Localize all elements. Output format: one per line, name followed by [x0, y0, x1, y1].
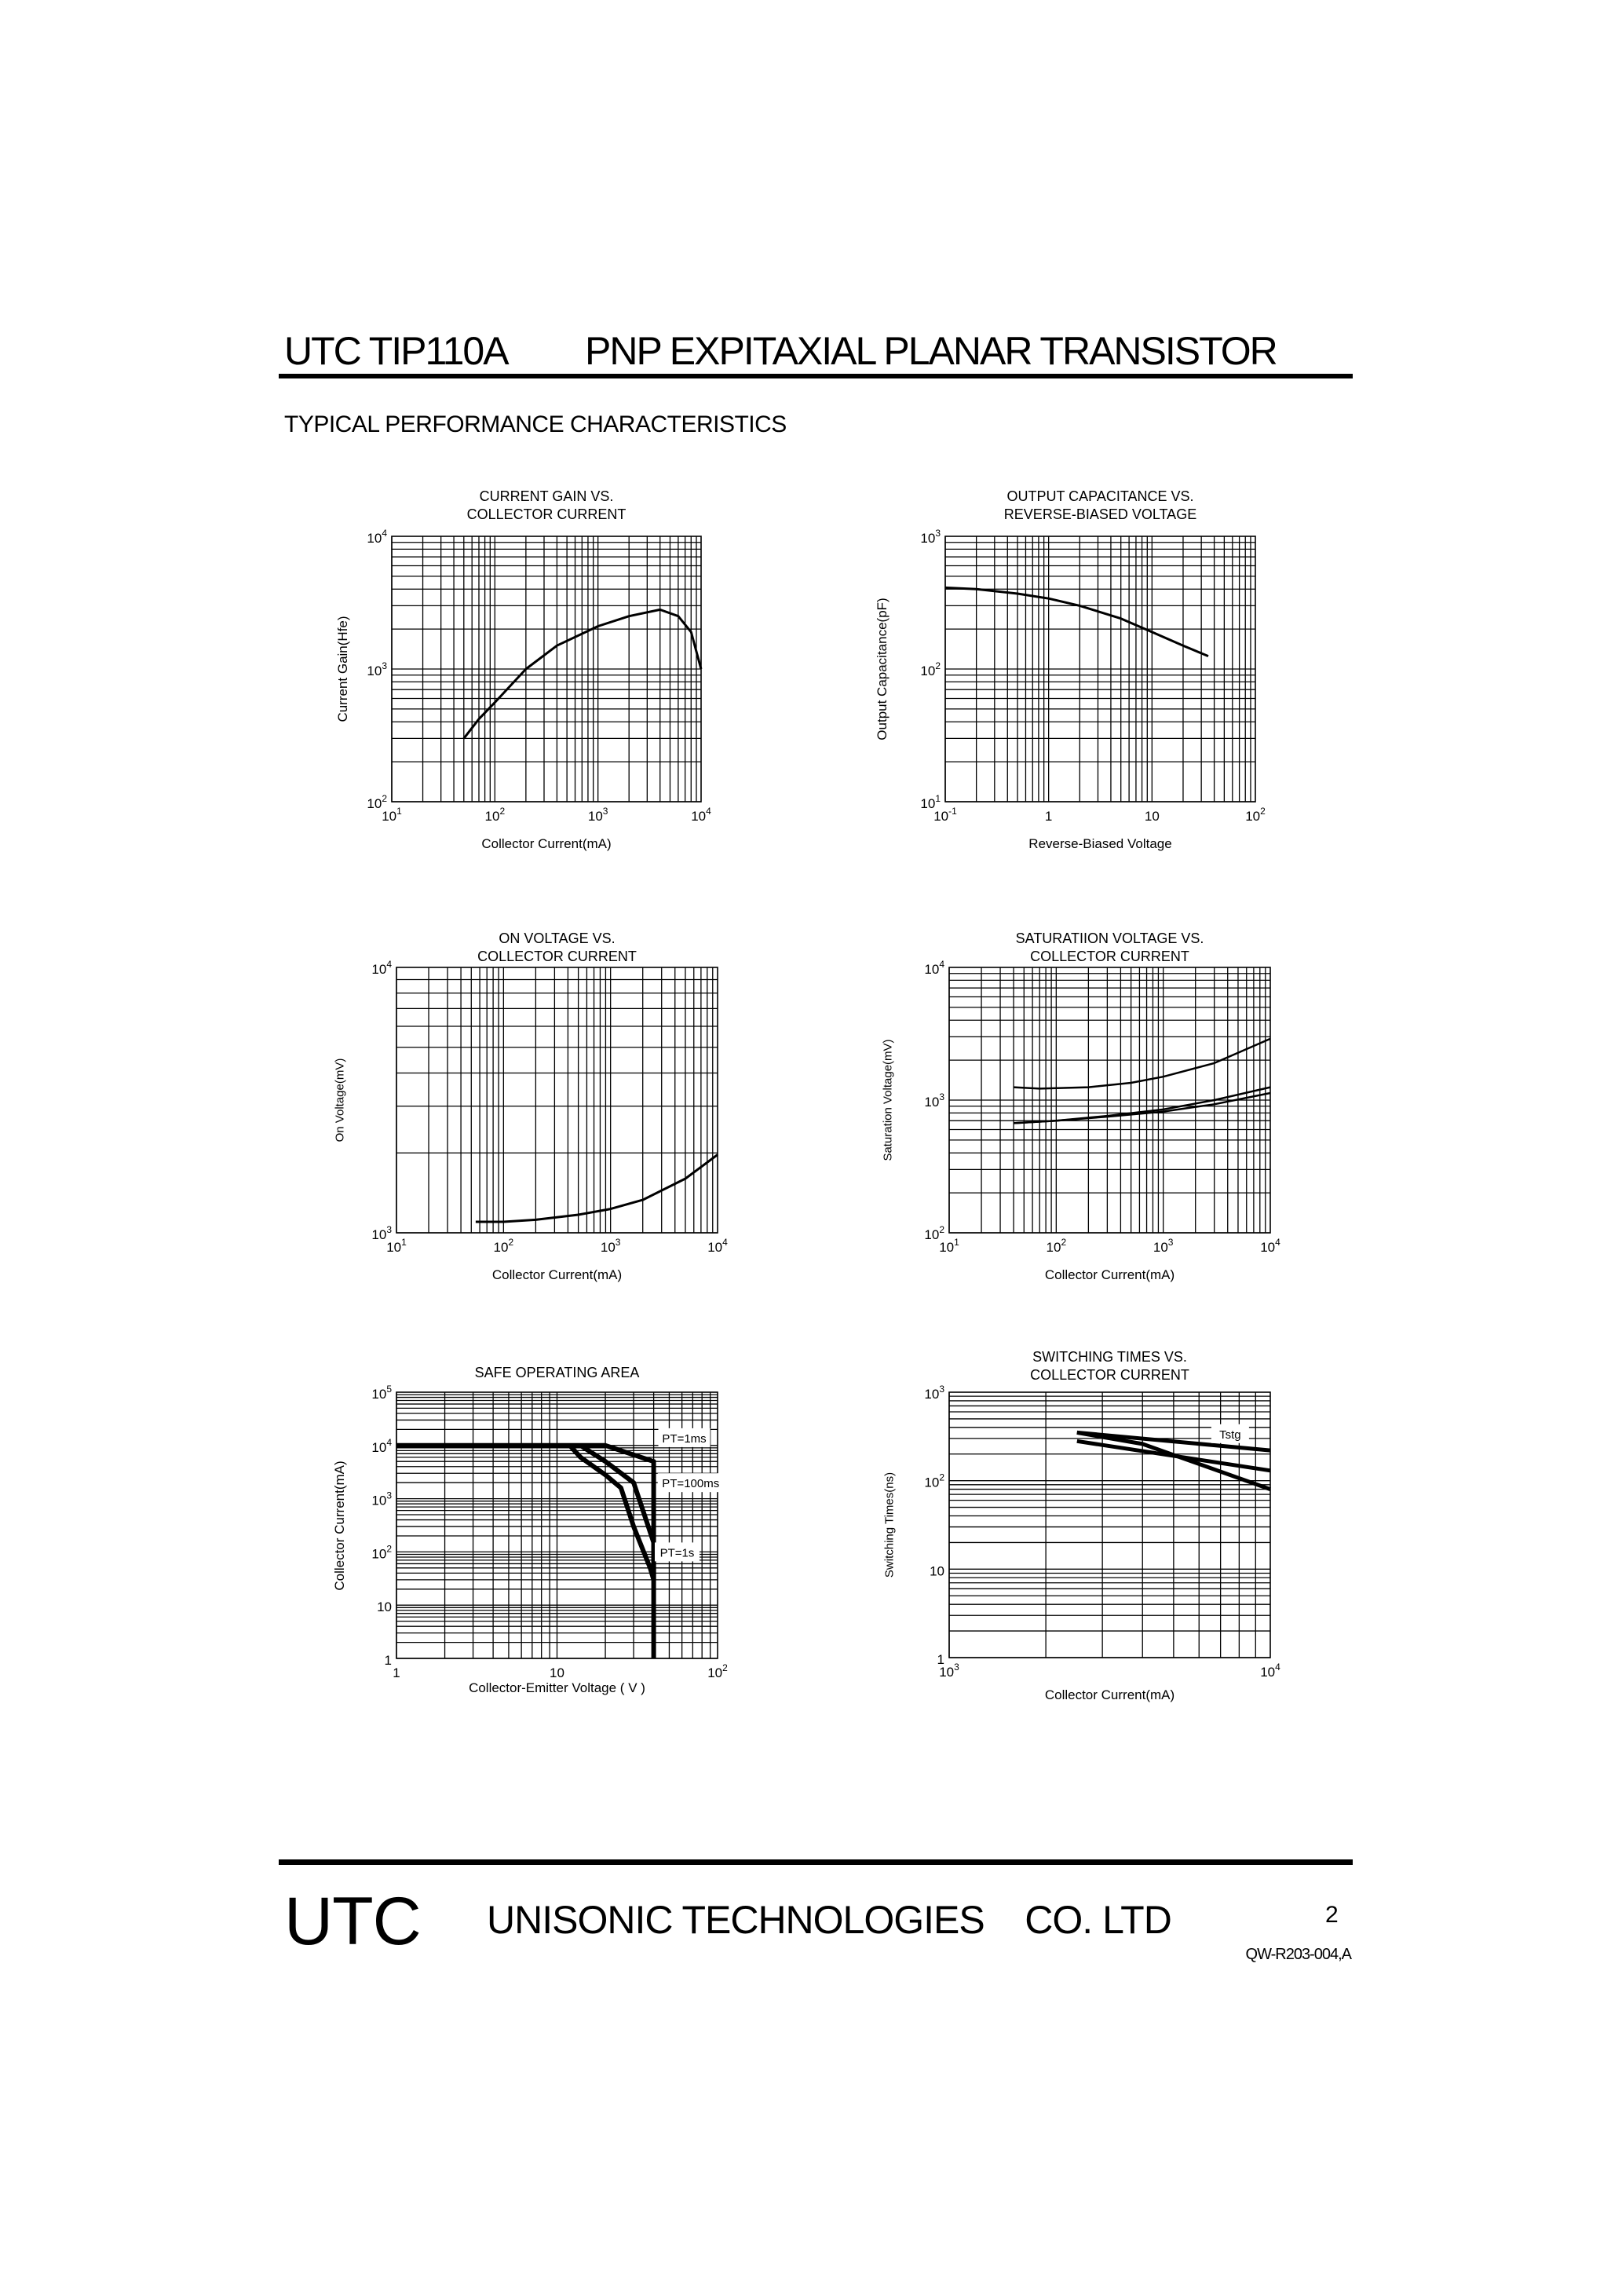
tick-exponent: 2: [722, 1662, 728, 1673]
tick-label: [601, 1237, 621, 1255]
tick-base: 10: [377, 1600, 392, 1615]
x-axis-label: Collector Current(mA): [1044, 1267, 1175, 1282]
tick-base: 10: [371, 1546, 387, 1562]
chart-title: [867, 488, 1334, 524]
chart-title-line: COLLECTOR CURRENT: [1030, 1367, 1189, 1383]
tick-base: 10: [930, 1563, 944, 1579]
tick-exponent: 5: [386, 1384, 392, 1395]
tick-base: 10: [493, 1240, 509, 1255]
tick-base: 10: [371, 962, 387, 977]
tick-base: 10: [1046, 1240, 1061, 1255]
safe-operating-area-chart: [332, 1365, 728, 1695]
tick-exponent: 3: [954, 1662, 959, 1673]
tick-label: [1260, 1662, 1280, 1680]
tick-base: 10: [550, 1665, 564, 1680]
tick-base: 10: [924, 1095, 940, 1110]
tick-label: [485, 806, 506, 824]
tick-label: [1145, 809, 1160, 824]
tick-base: 10: [1144, 809, 1160, 824]
output-capacitance-chart: [875, 488, 1266, 851]
tick-label: [371, 1384, 392, 1402]
tick-base: 1: [393, 1665, 400, 1680]
footer-logo: UTC: [284, 1884, 421, 1959]
tick-base: 10: [920, 531, 936, 546]
series-line-curve-2: [1014, 1088, 1270, 1124]
tick-exponent: 4: [382, 528, 387, 539]
tick-base: 10: [1245, 809, 1261, 824]
footer-rule: [279, 1859, 1353, 1865]
y-axis-label: Saturation Voltage(mV): [881, 1039, 895, 1161]
tick-exponent: 4: [1275, 1237, 1280, 1248]
plot-frame: [396, 967, 718, 1233]
tick-label: [371, 1543, 392, 1561]
tick-base: 10: [939, 1240, 955, 1255]
switching-times-chart: [882, 1349, 1280, 1702]
tick-exponent: 2: [939, 1224, 944, 1235]
tick-base: 10: [691, 809, 707, 824]
tick-exponent: 4: [1275, 1662, 1280, 1673]
grid: [945, 536, 1255, 802]
chart-title: [313, 488, 780, 524]
x-axis-label: Collector Current(mA): [1044, 1687, 1175, 1702]
tick-label: [385, 1653, 392, 1668]
tick-exponent: 2: [508, 1237, 514, 1248]
chart-title-line: CURRENT GAIN VS.: [479, 488, 614, 504]
tick-base: 10: [371, 1493, 387, 1508]
plot-area: [371, 1384, 728, 1680]
grid: [392, 536, 701, 802]
section-heading: TYPICAL PERFORMANCE CHARACTERISTICS: [284, 411, 787, 437]
tick-exponent: -1: [948, 806, 957, 817]
y-axis-label: Output Capacitance(pF): [875, 598, 890, 740]
tick-label: [367, 528, 387, 546]
tick-base: 10: [1260, 1240, 1276, 1255]
y-axis-label: Collector Current(mA): [332, 1460, 347, 1591]
tick-base: 10: [920, 796, 936, 811]
plot-area: [924, 1384, 1280, 1680]
x-axis-label: Collector-Emitter Voltage ( V ): [469, 1680, 645, 1695]
tick-base: 10: [924, 1387, 940, 1402]
tick-exponent: 2: [499, 806, 506, 817]
tick-label: [920, 660, 941, 678]
annotation-label: Tstg: [1219, 1428, 1241, 1442]
tick-exponent: 4: [386, 1436, 392, 1448]
tick-exponent: 3: [386, 1224, 392, 1235]
tick-base: 10: [707, 1240, 723, 1255]
tick-label: [939, 1237, 959, 1255]
tick-exponent: 3: [939, 1091, 944, 1102]
tick-label: [494, 1237, 514, 1255]
tick-exponent: 1: [954, 1237, 959, 1248]
tick-label: [924, 1472, 944, 1490]
tick-base: 10: [367, 664, 382, 678]
tick-base: 10: [382, 809, 397, 824]
tick-label: [550, 1665, 564, 1680]
plot-area: [924, 959, 1280, 1255]
chart-title-line: SATURATIION VOLTAGE VS.: [1015, 930, 1204, 946]
chart-title-line: COLLECTOR CURRENT: [1030, 949, 1189, 964]
y-axis-label: On Voltage(mV): [333, 1058, 347, 1143]
chart-title-line: COLLECTOR CURRENT: [466, 506, 627, 522]
tick-base: 10: [367, 796, 382, 811]
tick-label: [1153, 1237, 1174, 1255]
y-axis-label: Switching Times(ns): [882, 1472, 897, 1578]
tick-label: [367, 660, 387, 678]
y-axis-label: Current Gain(Hfe): [335, 616, 350, 722]
tick-exponent: 2: [382, 793, 387, 804]
tick-label: [933, 806, 957, 824]
tick-exponent: 3: [382, 660, 387, 671]
current-gain-chart: [335, 488, 711, 851]
tick-base: 10: [371, 1387, 387, 1402]
tick-exponent: 3: [386, 1490, 392, 1501]
annotation-label: PT=1s: [659, 1546, 695, 1560]
document-title: PNP EXPITAXIAL PLANAR TRANSISTOR: [585, 329, 1277, 373]
annotation-label: PT=1ms: [662, 1431, 707, 1446]
tick-base: 10: [371, 1227, 387, 1242]
tick-exponent: 3: [1167, 1237, 1174, 1248]
part-number: UTC TIP110A: [284, 329, 508, 373]
tick-label: [1047, 1237, 1067, 1255]
tick-base: 10: [600, 1240, 616, 1255]
tick-base: 10: [933, 809, 949, 824]
tick-exponent: 1: [401, 1237, 407, 1248]
tick-label: [371, 959, 392, 977]
tick-exponent: 4: [706, 806, 711, 817]
tick-label: [1245, 806, 1266, 824]
company-name: UNISONIC TECHNOLOGIES CO. LTD: [487, 1898, 1171, 1942]
tick-base: 1: [384, 1653, 392, 1668]
tick-base: 10: [924, 962, 940, 977]
tick-label: [920, 528, 941, 546]
tick-exponent: 2: [386, 1543, 392, 1555]
tick-base: 1: [937, 1652, 944, 1667]
tick-label: [707, 1237, 728, 1255]
page-number: 2: [1325, 1902, 1339, 1928]
tick-label: [371, 1490, 392, 1508]
tick-label: [382, 806, 402, 824]
chart-title-line: SAFE OPERATING AREA: [474, 1365, 640, 1380]
tick-base: 10: [707, 1665, 723, 1680]
series-line-vbe-on-: [476, 1155, 718, 1223]
chart-title-line: SWITCHING TIMES VS.: [1032, 1349, 1187, 1365]
tick-exponent: 2: [935, 660, 941, 671]
grid: [949, 967, 1270, 1233]
plot-area: [371, 959, 728, 1255]
series-line-cob: [945, 587, 1208, 656]
annotation-label: PT=100ms: [662, 1477, 720, 1491]
chart-title-line: REVERSE-BIASED VOLTAGE: [1003, 506, 1197, 522]
header-rule: [279, 374, 1353, 378]
x-axis-label: Reverse-Biased Voltage: [1028, 836, 1172, 851]
tick-exponent: 4: [386, 959, 392, 970]
plot-area: [920, 528, 1266, 824]
chart-title-line: COLLECTOR CURRENT: [477, 949, 637, 964]
tick-label: [924, 959, 944, 977]
tick-label: [924, 1091, 944, 1110]
tick-base: 10: [924, 1475, 940, 1490]
chart-title-line: ON VOLTAGE VS.: [499, 930, 616, 946]
tick-exponent: 4: [939, 959, 944, 970]
tick-base: 10: [484, 809, 500, 824]
tick-label: [1260, 1237, 1280, 1255]
tick-base: 10: [1260, 1665, 1276, 1680]
tick-exponent: 1: [396, 806, 402, 817]
series-line-curve-1: [1014, 1039, 1270, 1089]
tick-exponent: 3: [939, 1384, 944, 1395]
tick-base: 10: [1153, 1240, 1168, 1255]
tick-exponent: 3: [602, 806, 608, 817]
tick-label: [1045, 809, 1052, 824]
x-axis-label: Collector Current(mA): [491, 1267, 623, 1282]
series-line-curve-3: [1014, 1093, 1270, 1123]
tick-label: [924, 1384, 944, 1402]
tick-label: [707, 1662, 728, 1680]
tick-exponent: 4: [722, 1237, 728, 1248]
tick-exponent: 1: [935, 793, 941, 804]
tick-exponent: 2: [939, 1472, 944, 1483]
tick-exponent: 3: [615, 1237, 621, 1248]
tick-label: [937, 1652, 944, 1667]
tick-base: 10: [924, 1227, 940, 1242]
tick-label: [393, 1665, 400, 1680]
tick-exponent: 2: [1260, 806, 1266, 817]
chart-title: [318, 1364, 796, 1382]
tick-label: [588, 806, 608, 824]
tick-base: 10: [587, 809, 603, 824]
tick-base: 10: [386, 1240, 402, 1255]
plot-area: [367, 528, 711, 824]
tick-base: 10: [367, 531, 382, 546]
tick-base: 10: [371, 1439, 387, 1455]
on-voltage-chart: [333, 930, 728, 1282]
chart-title-line: OUTPUT CAPACITANCE VS.: [1006, 488, 1194, 504]
grid: [396, 967, 718, 1233]
document-code: QW-R203-004,A: [1245, 1946, 1351, 1963]
tick-base: 1: [1044, 809, 1053, 824]
tick-base: 10: [939, 1665, 955, 1680]
tick-label: [371, 1437, 392, 1455]
saturation-voltage-chart: [881, 930, 1280, 1282]
tick-label: [691, 806, 711, 824]
x-axis-label: Collector Current(mA): [481, 836, 612, 851]
tick-label: [930, 1563, 944, 1578]
tick-label: [386, 1237, 407, 1255]
tick-exponent: 3: [935, 528, 941, 539]
tick-base: 10: [920, 664, 936, 678]
chart-title: [871, 1348, 1349, 1384]
tick-label: [377, 1600, 392, 1614]
tick-exponent: 2: [1061, 1237, 1067, 1248]
